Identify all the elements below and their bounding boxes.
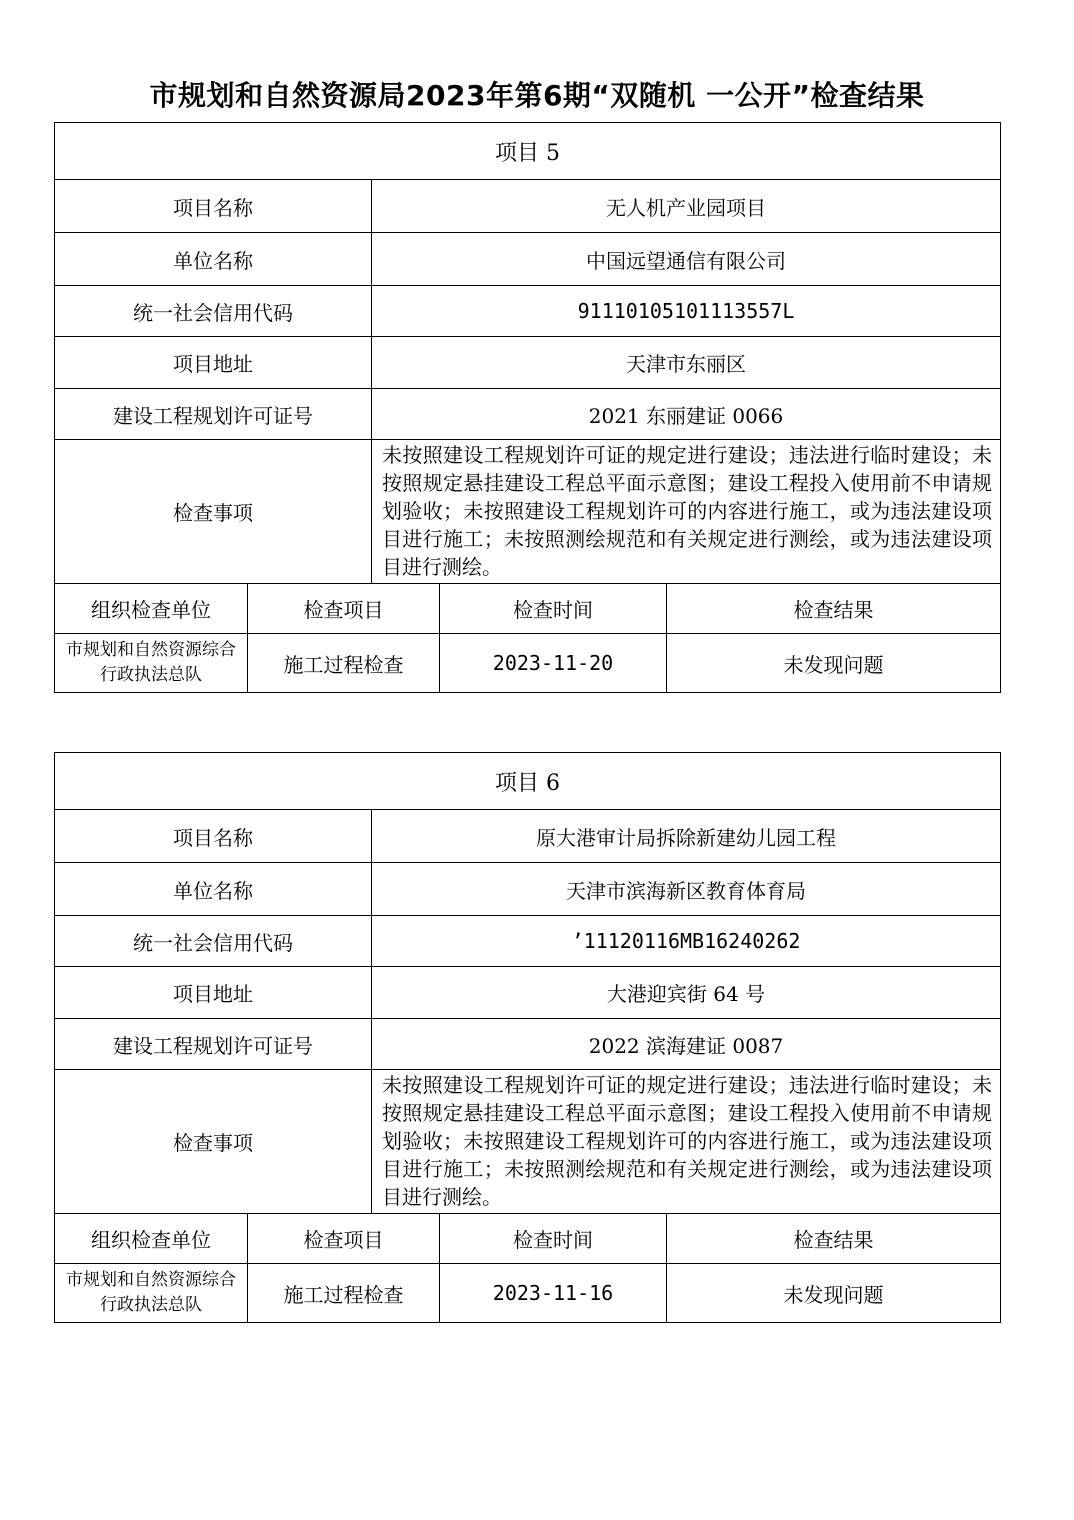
project-name-label: 项目名称 (55, 180, 372, 233)
project-header: 项目 6 (55, 753, 1001, 810)
address-label: 项目地址 (55, 337, 372, 389)
unit-name-value: 天津市滨海新区教育体育局 (372, 863, 1001, 916)
permit-value: 2021 东丽建证 0066 (372, 389, 1001, 440)
unit-name-value: 中国远望通信有限公司 (372, 233, 1001, 286)
permit-label: 建设工程规划许可证号 (55, 1019, 372, 1070)
check-items-text: 未按照建设工程规划许可证的规定进行建设；违法进行临时建设；未按照规定悬挂建设工程总平面示意图；建设工程投入使用前不申请规划验收；未按照建设工程规划许可的内容进行施工，或为违法建设项目进行施工；未按照测绘规范和有关规定进行测绘，或为违法建设项目进行测绘。 (372, 440, 1001, 584)
credit-code-label: 统一社会信用代码 (55, 916, 372, 967)
page-title: 市规划和自然资源局2023年第6期“双随机 一公开”检查结果 (149, 79, 925, 112)
result-column-header: 检查结果 (667, 584, 1001, 634)
item-column-header: 检查项目 (248, 584, 440, 634)
time-column-header: 检查时间 (440, 584, 667, 634)
permit-label: 建设工程规划许可证号 (55, 389, 372, 440)
check-time-value: 2023-11-20 (440, 634, 667, 693)
check-items-label: 检查事项 (55, 440, 372, 584)
project-table-6 (54, 752, 1001, 1323)
address-label: 项目地址 (55, 967, 372, 1019)
check-item-value: 施工过程检查 (248, 634, 440, 693)
address-value: 天津市东丽区 (372, 337, 1001, 389)
check-time-value: 2023-11-16 (440, 1264, 667, 1323)
result-column-header: 检查结果 (667, 1214, 1001, 1264)
project-name-label: 项目名称 (55, 810, 372, 863)
unit-name-label: 单位名称 (55, 233, 372, 286)
project-name-value: 原大港审计局拆除新建幼儿园工程 (372, 810, 1001, 863)
credit-code-value: ’11120116MB16240262 (372, 916, 1001, 967)
check-item-value: 施工过程检查 (248, 1264, 440, 1323)
credit-code-label: 统一社会信用代码 (55, 286, 372, 337)
project-table-5 (54, 122, 1001, 693)
org-value: 市规划和自然资源综合行政执法总队 (55, 634, 248, 693)
result-value: 未发现问题 (667, 1264, 1001, 1323)
org-column-header: 组织检查单位 (55, 1214, 248, 1264)
address-value: 大港迎宾街 64 号 (372, 967, 1001, 1019)
permit-value: 2022 滨海建证 0087 (372, 1019, 1001, 1070)
check-items-text: 未按照建设工程规划许可证的规定进行建设；违法进行临时建设；未按照规定悬挂建设工程总平面示意图；建设工程投入使用前不申请规划验收；未按照建设工程规划许可的内容进行施工，或为违法建设项目进行施工；未按照测绘规范和有关规定进行测绘，或为违法建设项目进行测绘。 (372, 1070, 1001, 1214)
org-value: 市规划和自然资源综合行政执法总队 (55, 1264, 248, 1323)
org-column-header: 组织检查单位 (55, 584, 248, 634)
unit-name-label: 单位名称 (55, 863, 372, 916)
credit-code-value: 91110105101113557L (372, 286, 1001, 337)
item-column-header: 检查项目 (248, 1214, 440, 1264)
time-column-header: 检查时间 (440, 1214, 667, 1264)
project-name-value: 无人机产业园项目 (372, 180, 1001, 233)
check-items-label: 检查事项 (55, 1070, 372, 1214)
project-header: 项目 5 (55, 123, 1001, 180)
result-value: 未发现问题 (667, 634, 1001, 693)
